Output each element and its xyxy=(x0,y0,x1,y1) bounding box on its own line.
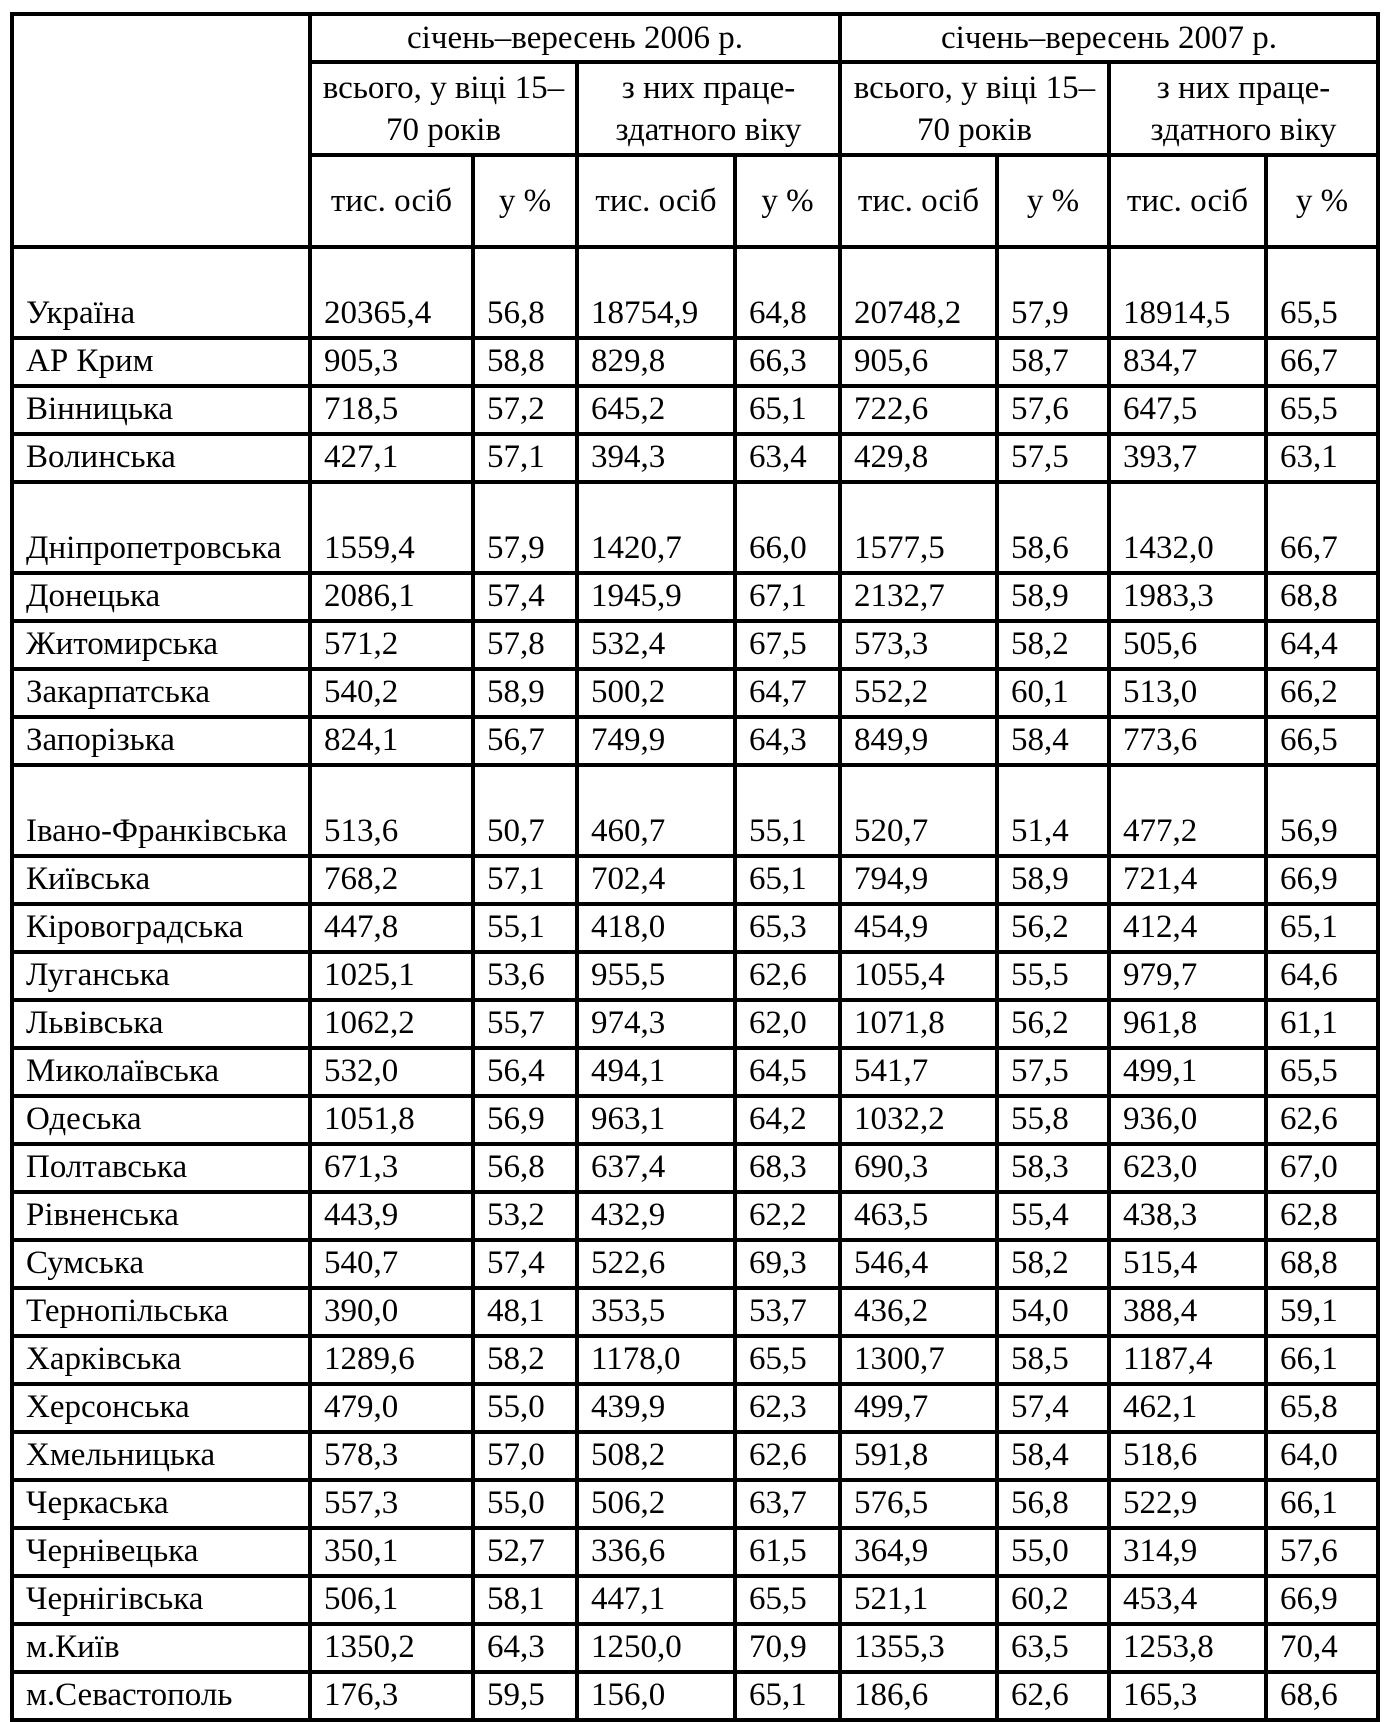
value-cell: 68,6 xyxy=(1266,1672,1378,1720)
table-row xyxy=(12,1432,1378,1480)
value-cell: 65,5 xyxy=(735,1576,840,1624)
value-cell: 65,5 xyxy=(735,1336,840,1384)
value-cell: 58,9 xyxy=(997,856,1109,904)
value-cell: 427,1 xyxy=(310,434,473,482)
region-name: Вінницька xyxy=(12,386,310,434)
unit-header: тис. осіб xyxy=(840,155,997,247)
value-cell: 390,0 xyxy=(310,1288,473,1336)
value-cell: 65,1 xyxy=(1266,904,1378,952)
value-cell: 67,1 xyxy=(735,573,840,621)
region-name: Рівненська xyxy=(12,1192,310,1240)
header-row-period xyxy=(12,14,1378,62)
value-cell: 51,4 xyxy=(997,765,1109,856)
value-cell: 57,0 xyxy=(473,1432,577,1480)
value-cell: 57,4 xyxy=(997,1384,1109,1432)
value-cell: 64,7 xyxy=(735,669,840,717)
value-cell: 532,0 xyxy=(310,1048,473,1096)
value-cell: 749,9 xyxy=(577,717,735,765)
table-row xyxy=(12,904,1378,952)
region-name: Хмельницька xyxy=(12,1432,310,1480)
region-name: Закарпатська xyxy=(12,669,310,717)
value-cell: 65,5 xyxy=(1266,386,1378,434)
unit-header: у % xyxy=(473,155,577,247)
value-cell: 576,5 xyxy=(840,1480,997,1528)
value-cell: 57,4 xyxy=(473,573,577,621)
value-cell: 18914,5 xyxy=(1109,247,1266,338)
region-name: Дніпропетровська xyxy=(12,482,310,573)
value-cell: 768,2 xyxy=(310,856,473,904)
value-cell: 57,2 xyxy=(473,386,577,434)
value-cell: 350,1 xyxy=(310,1528,473,1576)
value-cell: 936,0 xyxy=(1109,1096,1266,1144)
value-cell: 65,5 xyxy=(1266,247,1378,338)
value-cell: 418,0 xyxy=(577,904,735,952)
value-cell: 56,2 xyxy=(997,1000,1109,1048)
value-cell: 1355,3 xyxy=(840,1624,997,1672)
value-cell: 165,3 xyxy=(1109,1672,1266,1720)
table-row xyxy=(12,1144,1378,1192)
value-cell: 58,3 xyxy=(997,1144,1109,1192)
value-cell: 58,8 xyxy=(473,338,577,386)
value-cell: 849,9 xyxy=(840,717,997,765)
value-cell: 55,1 xyxy=(735,765,840,856)
region-name: Луганська xyxy=(12,952,310,1000)
value-cell: 722,6 xyxy=(840,386,997,434)
value-cell: 67,5 xyxy=(735,621,840,669)
value-cell: 1187,4 xyxy=(1109,1336,1266,1384)
value-cell: 540,7 xyxy=(310,1240,473,1288)
value-cell: 58,4 xyxy=(997,717,1109,765)
table-row xyxy=(12,765,1378,856)
value-cell: 1350,2 xyxy=(310,1624,473,1672)
value-cell: 2086,1 xyxy=(310,573,473,621)
value-cell: 1420,7 xyxy=(577,482,735,573)
value-cell: 447,8 xyxy=(310,904,473,952)
value-cell: 513,0 xyxy=(1109,669,1266,717)
value-cell: 1577,5 xyxy=(840,482,997,573)
value-cell: 65,8 xyxy=(1266,1384,1378,1432)
value-cell: 59,1 xyxy=(1266,1288,1378,1336)
value-cell: 53,7 xyxy=(735,1288,840,1336)
value-cell: 55,5 xyxy=(997,952,1109,1000)
value-cell: 58,1 xyxy=(473,1576,577,1624)
value-cell: 637,4 xyxy=(577,1144,735,1192)
value-cell: 336,6 xyxy=(577,1528,735,1576)
value-cell: 499,7 xyxy=(840,1384,997,1432)
value-cell: 58,5 xyxy=(997,1336,1109,1384)
unit-header: тис. осіб xyxy=(1109,155,1266,247)
value-cell: 66,9 xyxy=(1266,856,1378,904)
region-name: м.Київ xyxy=(12,1624,310,1672)
value-cell: 905,6 xyxy=(840,338,997,386)
table-row xyxy=(12,856,1378,904)
value-cell: 1289,6 xyxy=(310,1336,473,1384)
value-cell: 64,3 xyxy=(473,1624,577,1672)
value-cell: 64,0 xyxy=(1266,1432,1378,1480)
value-cell: 60,1 xyxy=(997,669,1109,717)
value-cell: 55,0 xyxy=(473,1384,577,1432)
value-cell: 57,9 xyxy=(997,247,1109,338)
value-cell: 66,1 xyxy=(1266,1480,1378,1528)
value-cell: 66,9 xyxy=(1266,1576,1378,1624)
value-cell: 68,8 xyxy=(1266,1240,1378,1288)
value-cell: 522,9 xyxy=(1109,1480,1266,1528)
value-cell: 477,2 xyxy=(1109,765,1266,856)
value-cell: 20365,4 xyxy=(310,247,473,338)
value-cell: 56,7 xyxy=(473,717,577,765)
value-cell: 671,3 xyxy=(310,1144,473,1192)
value-cell: 66,3 xyxy=(735,338,840,386)
value-cell: 58,2 xyxy=(997,1240,1109,1288)
value-cell: 57,5 xyxy=(997,434,1109,482)
value-cell: 55,8 xyxy=(997,1096,1109,1144)
value-cell: 62,6 xyxy=(1266,1096,1378,1144)
region-name: Житомирська xyxy=(12,621,310,669)
value-cell: 974,3 xyxy=(577,1000,735,1048)
value-cell: 63,5 xyxy=(997,1624,1109,1672)
value-cell: 56,4 xyxy=(473,1048,577,1096)
value-cell: 436,2 xyxy=(840,1288,997,1336)
table-row xyxy=(12,482,1378,573)
value-cell: 65,5 xyxy=(1266,1048,1378,1096)
value-cell: 68,3 xyxy=(735,1144,840,1192)
value-cell: 546,4 xyxy=(840,1240,997,1288)
value-cell: 64,6 xyxy=(1266,952,1378,1000)
employment-table xyxy=(10,12,1380,1722)
region-name: Чернігівська xyxy=(12,1576,310,1624)
table-row xyxy=(12,1576,1378,1624)
value-cell: 48,1 xyxy=(473,1288,577,1336)
region-name: Сумська xyxy=(12,1240,310,1288)
value-cell: 540,2 xyxy=(310,669,473,717)
value-cell: 500,2 xyxy=(577,669,735,717)
region-name: Тернопільська xyxy=(12,1288,310,1336)
value-cell: 829,8 xyxy=(577,338,735,386)
value-cell: 513,6 xyxy=(310,765,473,856)
region-name: Одеська xyxy=(12,1096,310,1144)
table-body xyxy=(12,247,1378,1720)
value-cell: 186,6 xyxy=(840,1672,997,1720)
value-cell: 58,9 xyxy=(473,669,577,717)
value-cell: 518,6 xyxy=(1109,1432,1266,1480)
value-cell: 53,2 xyxy=(473,1192,577,1240)
value-cell: 573,3 xyxy=(840,621,997,669)
value-cell: 506,1 xyxy=(310,1576,473,1624)
value-cell: 460,7 xyxy=(577,765,735,856)
value-cell: 66,0 xyxy=(735,482,840,573)
value-cell: 58,2 xyxy=(997,621,1109,669)
value-cell: 499,1 xyxy=(1109,1048,1266,1096)
value-cell: 521,1 xyxy=(840,1576,997,1624)
region-name: Запорізька xyxy=(12,717,310,765)
value-cell: 55,0 xyxy=(473,1480,577,1528)
table-row xyxy=(12,573,1378,621)
table-row xyxy=(12,952,1378,1000)
table-row xyxy=(12,1336,1378,1384)
value-cell: 56,8 xyxy=(473,1144,577,1192)
value-cell: 905,3 xyxy=(310,338,473,386)
unit-header: у % xyxy=(735,155,840,247)
value-cell: 66,1 xyxy=(1266,1336,1378,1384)
table-row xyxy=(12,717,1378,765)
unit-header: у % xyxy=(1266,155,1378,247)
value-cell: 1250,0 xyxy=(577,1624,735,1672)
table-row xyxy=(12,247,1378,338)
region-name: Україна xyxy=(12,247,310,338)
value-cell: 645,2 xyxy=(577,386,735,434)
value-cell: 721,4 xyxy=(1109,856,1266,904)
value-cell: 156,0 xyxy=(577,1672,735,1720)
value-cell: 506,2 xyxy=(577,1480,735,1528)
value-cell: 57,1 xyxy=(473,434,577,482)
value-cell: 66,7 xyxy=(1266,482,1378,573)
value-cell: 55,7 xyxy=(473,1000,577,1048)
value-cell: 702,4 xyxy=(577,856,735,904)
value-cell: 176,3 xyxy=(310,1672,473,1720)
value-cell: 963,1 xyxy=(577,1096,735,1144)
value-cell: 508,2 xyxy=(577,1432,735,1480)
value-cell: 57,5 xyxy=(997,1048,1109,1096)
value-cell: 571,2 xyxy=(310,621,473,669)
value-cell: 57,9 xyxy=(473,482,577,573)
value-cell: 56,2 xyxy=(997,904,1109,952)
value-cell: 70,4 xyxy=(1266,1624,1378,1672)
value-cell: 64,4 xyxy=(1266,621,1378,669)
value-cell: 520,7 xyxy=(840,765,997,856)
table-row xyxy=(12,1000,1378,1048)
value-cell: 314,9 xyxy=(1109,1528,1266,1576)
value-cell: 955,5 xyxy=(577,952,735,1000)
value-cell: 364,9 xyxy=(840,1528,997,1576)
value-cell: 1983,3 xyxy=(1109,573,1266,621)
value-cell: 578,3 xyxy=(310,1432,473,1480)
table-row xyxy=(12,1192,1378,1240)
value-cell: 63,7 xyxy=(735,1480,840,1528)
value-cell: 65,1 xyxy=(735,386,840,434)
value-cell: 66,5 xyxy=(1266,717,1378,765)
region-name: Полтавська xyxy=(12,1144,310,1192)
value-cell: 834,7 xyxy=(1109,338,1266,386)
value-cell: 57,4 xyxy=(473,1240,577,1288)
value-cell: 70,9 xyxy=(735,1624,840,1672)
value-cell: 462,1 xyxy=(1109,1384,1266,1432)
value-cell: 20748,2 xyxy=(840,247,997,338)
value-cell: 63,4 xyxy=(735,434,840,482)
value-cell: 824,1 xyxy=(310,717,473,765)
value-cell: 57,6 xyxy=(997,386,1109,434)
value-cell: 65,1 xyxy=(735,1672,840,1720)
value-cell: 1178,0 xyxy=(577,1336,735,1384)
value-cell: 961,8 xyxy=(1109,1000,1266,1048)
value-cell: 60,2 xyxy=(997,1576,1109,1624)
value-cell: 647,5 xyxy=(1109,386,1266,434)
value-cell: 522,6 xyxy=(577,1240,735,1288)
table-row xyxy=(12,1384,1378,1432)
value-cell: 432,9 xyxy=(577,1192,735,1240)
region-name: Волинська xyxy=(12,434,310,482)
value-cell: 1071,8 xyxy=(840,1000,997,1048)
region-name: Харківська xyxy=(12,1336,310,1384)
value-cell: 1253,8 xyxy=(1109,1624,1266,1672)
value-cell: 55,0 xyxy=(997,1528,1109,1576)
table-row xyxy=(12,1624,1378,1672)
table-row xyxy=(12,1096,1378,1144)
table-row xyxy=(12,1528,1378,1576)
value-cell: 62,6 xyxy=(735,1432,840,1480)
value-cell: 623,0 xyxy=(1109,1144,1266,1192)
unit-header: у % xyxy=(997,155,1109,247)
value-cell: 388,4 xyxy=(1109,1288,1266,1336)
value-cell: 50,7 xyxy=(473,765,577,856)
value-cell: 591,8 xyxy=(840,1432,997,1480)
table-row xyxy=(12,669,1378,717)
value-cell: 57,1 xyxy=(473,856,577,904)
value-cell: 454,9 xyxy=(840,904,997,952)
value-cell: 59,5 xyxy=(473,1672,577,1720)
value-cell: 515,4 xyxy=(1109,1240,1266,1288)
table-row xyxy=(12,1048,1378,1096)
period-header-2006: січень–вересень 2006 р. xyxy=(310,14,840,62)
value-cell: 58,4 xyxy=(997,1432,1109,1480)
value-cell: 57,8 xyxy=(473,621,577,669)
table-row xyxy=(12,1672,1378,1720)
unit-header: тис. осіб xyxy=(310,155,473,247)
region-name: м.Севастополь xyxy=(12,1672,310,1720)
value-cell: 429,8 xyxy=(840,434,997,482)
value-cell: 62,6 xyxy=(997,1672,1109,1720)
value-cell: 412,4 xyxy=(1109,904,1266,952)
value-cell: 353,5 xyxy=(577,1288,735,1336)
value-cell: 505,6 xyxy=(1109,621,1266,669)
region-name: Миколаївська xyxy=(12,1048,310,1096)
value-cell: 61,5 xyxy=(735,1528,840,1576)
value-cell: 794,9 xyxy=(840,856,997,904)
value-cell: 58,9 xyxy=(997,573,1109,621)
value-cell: 66,7 xyxy=(1266,338,1378,386)
value-cell: 55,4 xyxy=(997,1192,1109,1240)
group-header-total-2006: всього, у віці 15–70 років xyxy=(310,62,577,155)
value-cell: 56,8 xyxy=(997,1480,1109,1528)
value-cell: 52,7 xyxy=(473,1528,577,1576)
value-cell: 57,6 xyxy=(1266,1528,1378,1576)
value-cell: 56,8 xyxy=(473,247,577,338)
value-cell: 61,1 xyxy=(1266,1000,1378,1048)
value-cell: 18754,9 xyxy=(577,247,735,338)
value-cell: 438,3 xyxy=(1109,1192,1266,1240)
region-name: Івано-Франківська xyxy=(12,765,310,856)
value-cell: 447,1 xyxy=(577,1576,735,1624)
group-header-total-2007: всього, у віці 15–70 років xyxy=(840,62,1109,155)
value-cell: 64,2 xyxy=(735,1096,840,1144)
value-cell: 62,6 xyxy=(735,952,840,1000)
period-header-2007: січень–вересень 2007 р. xyxy=(840,14,1378,62)
value-cell: 53,6 xyxy=(473,952,577,1000)
value-cell: 532,4 xyxy=(577,621,735,669)
table-row xyxy=(12,386,1378,434)
value-cell: 62,8 xyxy=(1266,1192,1378,1240)
value-cell: 1300,7 xyxy=(840,1336,997,1384)
region-name: Київська xyxy=(12,856,310,904)
region-name: Кіровоградська xyxy=(12,904,310,952)
value-cell: 1025,1 xyxy=(310,952,473,1000)
value-cell: 64,8 xyxy=(735,247,840,338)
table-row xyxy=(12,434,1378,482)
region-name: Чернівецька xyxy=(12,1528,310,1576)
value-cell: 62,2 xyxy=(735,1192,840,1240)
value-cell: 2132,7 xyxy=(840,573,997,621)
value-cell: 54,0 xyxy=(997,1288,1109,1336)
value-cell: 62,3 xyxy=(735,1384,840,1432)
value-cell: 1051,8 xyxy=(310,1096,473,1144)
group-header-working-age-2006: з них праце-здатного віку xyxy=(577,62,840,155)
corner-cell xyxy=(12,14,310,247)
value-cell: 443,9 xyxy=(310,1192,473,1240)
table-row xyxy=(12,621,1378,669)
value-cell: 541,7 xyxy=(840,1048,997,1096)
value-cell: 453,4 xyxy=(1109,1576,1266,1624)
table-row xyxy=(12,1240,1378,1288)
value-cell: 552,2 xyxy=(840,669,997,717)
value-cell: 62,0 xyxy=(735,1000,840,1048)
value-cell: 979,7 xyxy=(1109,952,1266,1000)
value-cell: 494,1 xyxy=(577,1048,735,1096)
value-cell: 690,3 xyxy=(840,1144,997,1192)
value-cell: 1432,0 xyxy=(1109,482,1266,573)
value-cell: 393,7 xyxy=(1109,434,1266,482)
value-cell: 58,7 xyxy=(997,338,1109,386)
value-cell: 439,9 xyxy=(577,1384,735,1432)
value-cell: 65,1 xyxy=(735,856,840,904)
value-cell: 1945,9 xyxy=(577,573,735,621)
value-cell: 63,1 xyxy=(1266,434,1378,482)
group-header-working-age-2007: з них праце-здатного віку xyxy=(1109,62,1378,155)
value-cell: 65,3 xyxy=(735,904,840,952)
region-name: Херсонська xyxy=(12,1384,310,1432)
value-cell: 718,5 xyxy=(310,386,473,434)
value-cell: 479,0 xyxy=(310,1384,473,1432)
value-cell: 69,3 xyxy=(735,1240,840,1288)
value-cell: 64,3 xyxy=(735,717,840,765)
value-cell: 58,2 xyxy=(473,1336,577,1384)
region-name: Донецька xyxy=(12,573,310,621)
table-row xyxy=(12,338,1378,386)
value-cell: 56,9 xyxy=(1266,765,1378,856)
value-cell: 1055,4 xyxy=(840,952,997,1000)
value-cell: 56,9 xyxy=(473,1096,577,1144)
value-cell: 58,6 xyxy=(997,482,1109,573)
value-cell: 1559,4 xyxy=(310,482,473,573)
value-cell: 68,8 xyxy=(1266,573,1378,621)
value-cell: 1062,2 xyxy=(310,1000,473,1048)
unit-header: тис. осіб xyxy=(577,155,735,247)
table-row xyxy=(12,1480,1378,1528)
value-cell: 64,5 xyxy=(735,1048,840,1096)
region-name: Черкаська xyxy=(12,1480,310,1528)
value-cell: 557,3 xyxy=(310,1480,473,1528)
value-cell: 463,5 xyxy=(840,1192,997,1240)
value-cell: 1032,2 xyxy=(840,1096,997,1144)
value-cell: 55,1 xyxy=(473,904,577,952)
value-cell: 67,0 xyxy=(1266,1144,1378,1192)
region-name: АР Крим xyxy=(12,338,310,386)
region-name: Львівська xyxy=(12,1000,310,1048)
value-cell: 394,3 xyxy=(577,434,735,482)
table-row xyxy=(12,1288,1378,1336)
value-cell: 66,2 xyxy=(1266,669,1378,717)
value-cell: 773,6 xyxy=(1109,717,1266,765)
